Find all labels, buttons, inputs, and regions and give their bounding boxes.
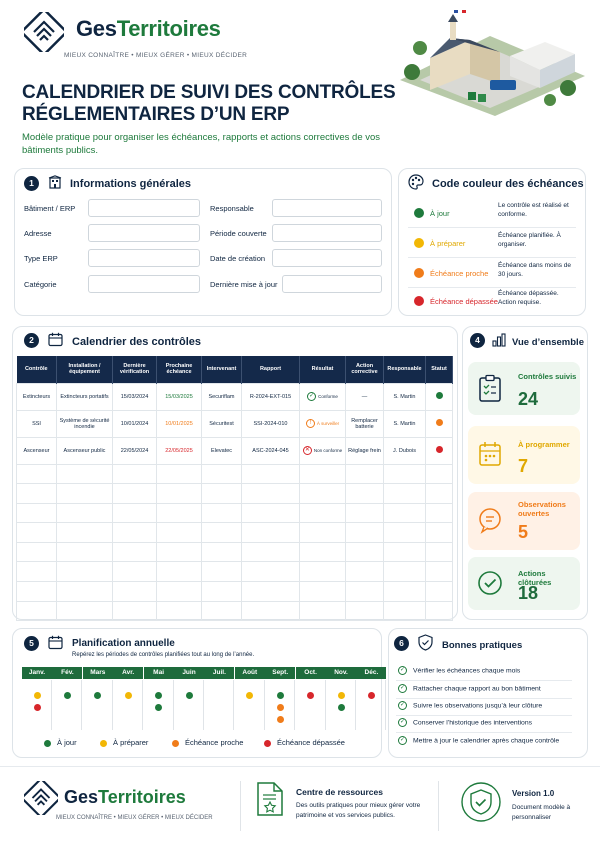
- stat-controls-followed: [468, 362, 580, 415]
- building-input[interactable]: [88, 199, 200, 217]
- table-cell: S. Martin: [384, 383, 426, 410]
- check-circle-icon: [478, 569, 502, 597]
- divider: [438, 781, 439, 831]
- planned-control-dot: [34, 704, 41, 711]
- practice-item: [398, 684, 541, 693]
- town-hall-illustration: [390, 8, 590, 118]
- stat-closed-actions: [468, 557, 580, 610]
- table-cell: 22/05/2025: [157, 437, 202, 464]
- controls-table: [16, 356, 453, 621]
- field-label-creation-date: Date de création: [210, 254, 266, 263]
- practice-label: Rattacher chaque rapport au bon bâtiment: [413, 685, 541, 693]
- orange-dot-icon: [414, 268, 424, 278]
- table-cell: 10/01/2025: [157, 410, 202, 437]
- section-number: 1: [24, 176, 39, 191]
- table-row[interactable]: [17, 383, 453, 410]
- table-row[interactable]: [17, 484, 453, 504]
- green-dot-icon: [44, 740, 51, 747]
- logo-icon: [24, 781, 58, 815]
- table-row[interactable]: [17, 582, 453, 602]
- field-label-period: Période couverte: [210, 229, 267, 238]
- practice-item: [398, 666, 520, 675]
- table-row[interactable]: [17, 601, 453, 621]
- color-label: Échéance proche: [430, 269, 489, 278]
- legend-label: À préparer: [113, 738, 149, 747]
- column-header: Dernière vérification: [113, 356, 157, 383]
- stat-value: 24: [518, 389, 539, 409]
- table-row[interactable]: [17, 542, 453, 562]
- section-title: Planification annuelle: [72, 638, 175, 649]
- calendar-icon: [478, 440, 502, 468]
- table-cell: 22/05/2024: [113, 437, 157, 464]
- creation-date-input[interactable]: [272, 249, 382, 267]
- check-icon: ✓: [399, 685, 406, 691]
- column-header: Intervenant: [202, 356, 242, 383]
- column-header: Contrôle: [17, 356, 57, 383]
- field-label-building: Bâtiment / ERP: [24, 204, 76, 213]
- month-cell[interactable]: [356, 680, 386, 730]
- last-update-input[interactable]: [282, 275, 382, 293]
- column-header: Action corrective: [346, 356, 384, 383]
- stat-open-observations: [468, 492, 580, 550]
- practice-label: Conserver l’historique des interventions: [413, 719, 533, 727]
- month-header: Oct.: [296, 667, 326, 679]
- planned-control-dot: [277, 716, 284, 723]
- practice-item: [398, 701, 542, 710]
- month-header: Sept.: [265, 667, 295, 679]
- table-cell: —: [346, 383, 384, 410]
- month-header: Juil.: [204, 667, 234, 679]
- section-title: Bonnes pratiques: [442, 640, 523, 651]
- check-icon: ✓: [399, 702, 406, 708]
- general-info-card: [14, 168, 392, 316]
- status-cell: [426, 410, 453, 437]
- result-label: Conforme: [318, 393, 338, 399]
- column-header: Prochaine échéance: [157, 356, 202, 383]
- column-header: Rapport: [242, 356, 300, 383]
- planned-control-dot: [186, 692, 193, 699]
- divider: [240, 781, 241, 831]
- check-icon: ✓: [399, 737, 406, 743]
- bar-chart-icon: [492, 333, 506, 347]
- table-cell: Ascenseur public: [57, 437, 113, 464]
- table-row[interactable]: [17, 410, 453, 437]
- month-cell[interactable]: [113, 680, 143, 730]
- divider: [396, 732, 572, 733]
- period-input[interactable]: [272, 224, 382, 242]
- document-star-icon: [256, 781, 284, 817]
- legend-item: [172, 738, 243, 747]
- field-label-address: Adresse: [24, 229, 52, 238]
- month-header: Fév.: [52, 667, 82, 679]
- stat-label: Observations ouvertes: [518, 500, 566, 518]
- section-number: 4: [470, 333, 485, 348]
- footer-brand: GesTerritoires: [64, 787, 186, 807]
- color-label: Échéance dépassée: [430, 297, 498, 306]
- planned-control-dot: [368, 692, 375, 699]
- check-icon: ✓: [399, 667, 406, 673]
- month-header: Nov.: [326, 667, 356, 679]
- column-header: Résultat: [300, 356, 346, 383]
- section-title: Vue d’ensemble: [512, 337, 584, 348]
- field-label-type: Type ERP: [24, 254, 58, 263]
- legend-label: À jour: [57, 738, 77, 747]
- table-cell: 10/01/2024: [113, 410, 157, 437]
- month-cell[interactable]: [235, 680, 265, 730]
- color-label: À préparer: [430, 239, 466, 248]
- brand-name: GesTerritoires: [76, 16, 221, 41]
- page-title-line2: RÉGLEMENTAIRES D’UN ERP: [22, 104, 290, 125]
- result-cell: [300, 410, 346, 437]
- color-desc: Échéance planifiée. À organiser.: [498, 232, 561, 248]
- table-cell: Elevatec: [202, 437, 242, 464]
- practice-label: Mettre à jour le calendrier après chaque contrôle: [413, 737, 560, 745]
- field-label-category: Catégorie: [24, 280, 57, 289]
- resources-text: Des outils pratiques pour mieux gérer votre patrimoine et vos services publics.: [296, 802, 421, 819]
- stat-value: 5: [518, 522, 529, 542]
- table-cell: J. Dubois: [384, 437, 426, 464]
- stat-value: 7: [518, 456, 529, 476]
- month-header: Juin: [174, 667, 204, 679]
- table-cell: Extincteurs portatifs: [57, 383, 113, 410]
- planned-control-dot: [277, 692, 284, 699]
- table-cell: 15/03/2024: [113, 383, 157, 410]
- section-title: Informations générales: [70, 178, 192, 190]
- month-header: Janv.: [22, 667, 52, 679]
- footer-tagline: MIEUX CONNAÎTRE • MIEUX GÉRER • MIEUX DÉCIDER: [56, 815, 213, 821]
- practice-item: [398, 718, 532, 727]
- table-cell: ASC-2024-045: [242, 437, 300, 464]
- version-text: Document modèle à personnaliser: [512, 804, 571, 821]
- logo-icon: [24, 12, 64, 52]
- column-header: Installation / équipement: [57, 356, 113, 383]
- month-cell[interactable]: [296, 680, 326, 730]
- result-label: Non conforme: [313, 447, 343, 453]
- calendar-icon: [48, 635, 63, 650]
- color-row-near: [408, 258, 576, 288]
- page-title: CALENDRIER DE SUIVI DES CONTRÔLES: [22, 82, 396, 103]
- divider: [396, 715, 572, 716]
- comment-icon: [478, 506, 502, 534]
- result-label: À surveiller: [316, 420, 340, 426]
- type-erp-input[interactable]: [88, 249, 200, 267]
- month-cell[interactable]: [52, 680, 82, 730]
- page-subtitle: Modèle pratique pour organiser les échéances, rapports et actions correctives de vos bâtiments publics.: [22, 132, 381, 156]
- planned-control-dot: [125, 692, 132, 699]
- check-icon: ✓: [399, 719, 406, 725]
- section-title: Calendrier des contrôles: [72, 336, 201, 348]
- status-dot-icon: [436, 446, 443, 453]
- cross-icon: ✕: [304, 447, 310, 453]
- shield-icon: [418, 634, 433, 651]
- table-header: [17, 356, 453, 383]
- manager-input[interactable]: [272, 199, 382, 217]
- table-row[interactable]: [17, 562, 453, 582]
- table-cell: SSI-2024-010: [242, 410, 300, 437]
- section-number: 6: [394, 636, 409, 651]
- stat-label: Contrôles suivis: [518, 372, 577, 381]
- status-dot-icon: [436, 419, 443, 426]
- planned-control-dot: [34, 692, 41, 699]
- legend-label: Échéance proche: [185, 738, 244, 747]
- table-cell: R-2024-EXT-015: [242, 383, 300, 410]
- table-row[interactable]: [17, 503, 453, 523]
- table-cell: Securiflam: [202, 383, 242, 410]
- calendar-icon: [48, 332, 63, 347]
- tagline: MIEUX CONNAÎTRE • MIEUX GÉRER • MIEUX DÉCIDER: [64, 52, 248, 59]
- stat-label: À programmer: [518, 440, 570, 449]
- orange-dot-icon: [172, 740, 179, 747]
- green-dot-icon: [414, 208, 424, 218]
- color-desc: Échéance dans moins de 30 jours.: [498, 262, 571, 278]
- table-row[interactable]: [17, 464, 453, 484]
- practice-item: [398, 736, 559, 745]
- table-cell: Système de sécurité incendie: [57, 410, 113, 437]
- status-cell: [426, 437, 453, 464]
- month-cell[interactable]: [83, 680, 113, 730]
- legend-item: [44, 738, 77, 747]
- planned-control-dot: [338, 704, 345, 711]
- resources-title[interactable]: Centre de ressources: [296, 787, 383, 797]
- result-cell: [300, 437, 346, 464]
- column-header: Responsable: [384, 356, 426, 383]
- month-header: Avr.: [113, 667, 143, 679]
- category-input[interactable]: [88, 275, 200, 293]
- section-subtitle: Repérez les périodes de contrôles planifiées tout au long de l’année.: [72, 652, 255, 658]
- table-cell: S. Martin: [384, 410, 426, 437]
- practice-label: Vérifier les échéances chaque mois: [413, 667, 521, 675]
- table-row[interactable]: [17, 437, 453, 464]
- address-input[interactable]: [88, 224, 200, 242]
- shield-check-icon: [460, 781, 502, 823]
- building-icon: [48, 175, 62, 189]
- table-cell: Ascenseur: [17, 437, 57, 464]
- check-icon: ✓: [309, 393, 315, 399]
- red-dot-icon: [264, 740, 271, 747]
- month-header: Août: [235, 667, 265, 679]
- table-cell: Réglage frein: [346, 437, 384, 464]
- section-number: 2: [24, 333, 39, 348]
- stat-value: 18: [518, 583, 539, 603]
- status-dot-icon: [436, 392, 443, 399]
- divider: [396, 698, 572, 699]
- section-number: 5: [24, 636, 39, 651]
- legend-item: [264, 738, 345, 747]
- clipboard-icon: [478, 374, 502, 402]
- table-row[interactable]: [17, 523, 453, 543]
- planned-control-dot: [64, 692, 71, 699]
- month-header: Mars: [83, 667, 113, 679]
- section-title: Code couleur des échéances: [432, 178, 584, 190]
- color-row-ok: [408, 198, 576, 228]
- color-row-prepare: [408, 228, 576, 258]
- month-header: Déc.: [356, 667, 386, 679]
- footer: [0, 766, 600, 847]
- table-cell: 15/03/2025: [157, 383, 202, 410]
- planned-control-dot: [277, 704, 284, 711]
- status-cell: [426, 383, 453, 410]
- legend-label: Échéance dépassée: [277, 738, 345, 747]
- version-title: Version 1.0: [512, 789, 555, 798]
- month-header: Mai: [144, 667, 174, 679]
- stat-to-schedule: [468, 426, 580, 484]
- field-label-last-update: Dernière mise à jour: [210, 280, 278, 289]
- practice-label: Suivre les observations jusqu’à leur clôture: [413, 702, 543, 710]
- stat-label: Actions clôturées: [518, 569, 552, 587]
- color-label: À jour: [430, 209, 450, 218]
- field-label-manager: Responsable: [210, 204, 254, 213]
- color-desc: Échéance dépassée. Action requise.: [498, 290, 559, 306]
- yellow-dot-icon: [100, 740, 107, 747]
- table-cell: Sécuritest: [202, 410, 242, 437]
- month-cell[interactable]: [174, 680, 204, 730]
- palette-icon: [408, 174, 424, 190]
- planned-control-dot: [338, 692, 345, 699]
- legend-item: [100, 738, 148, 747]
- result-cell: [300, 383, 346, 410]
- table-cell: Remplacer batterie: [346, 410, 384, 437]
- month-cell[interactable]: [204, 680, 234, 730]
- divider: [396, 680, 572, 681]
- column-header: Statut: [426, 356, 453, 383]
- table-cell: Extincteurs: [17, 383, 57, 410]
- color-row-late: [408, 286, 576, 316]
- red-dot-icon: [414, 296, 424, 306]
- table-cell: SSI: [17, 410, 57, 437]
- color-desc: Le contrôle est réalisé et conforme.: [498, 202, 569, 218]
- warning-icon: !: [306, 419, 315, 428]
- yellow-dot-icon: [414, 238, 424, 248]
